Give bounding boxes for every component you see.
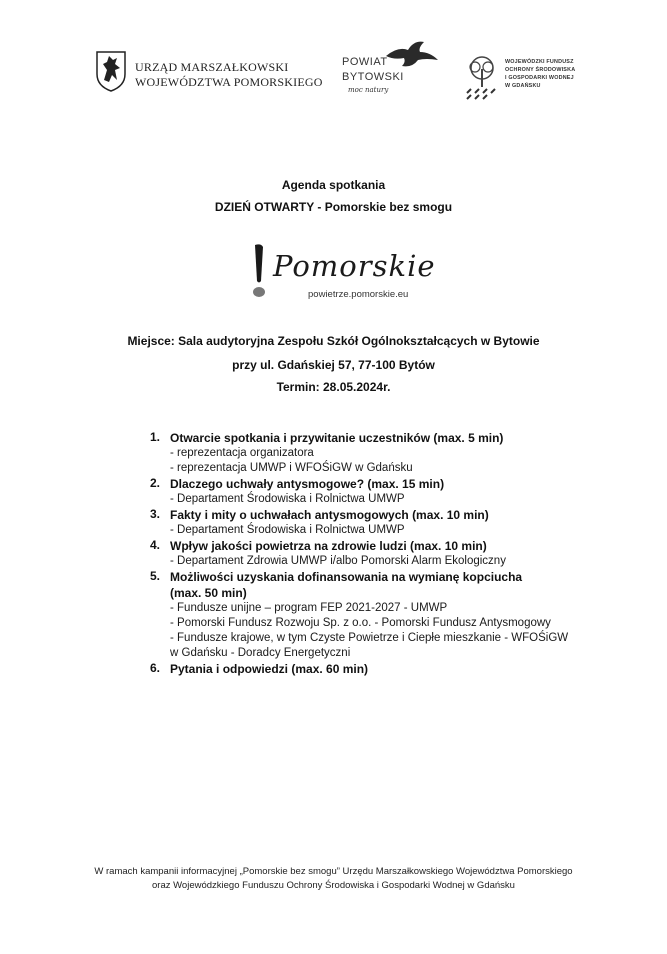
urzad-marszalkowski-logo [95, 50, 325, 100]
venue-place: Miejsce: Sala audytoryjna Zespołu Szkół Ogólnokształcących w Bytowie [127, 334, 540, 348]
agenda-item [150, 430, 630, 476]
agenda-item-number: 3. [150, 507, 161, 521]
agenda-item-title: Dlaczego uchwały antysmogowe? (max. 15 min) [170, 477, 445, 491]
agenda-item-detail: - reprezentacja UMWP i WFOŚiGW w Gdańsku [170, 462, 413, 474]
footer-line2: oraz Wojewódzkiego Funduszu Ochrony Środowiska i Gospodarki Wodnej w Gdańsku [152, 880, 515, 891]
logo2-line2: BYTOWSKI [342, 71, 404, 83]
logo3-line4: W GDAŃSKU [505, 83, 541, 89]
agenda-item-detail: - Departament Środowiska i Rolnictwa UMWP [170, 493, 405, 505]
footer-line1: W ramach kampanii informacyjnej „Pomorskie bez smogu” Urzędu Marszałkowskiego Województwa Pomorskiego [94, 866, 573, 877]
agenda-item [150, 538, 630, 569]
griffin-crest-icon [95, 50, 127, 92]
agenda-item-detail: w Gdańsku - Doradcy Energetyczni [170, 647, 351, 659]
venue-address: przy ul. Gdańskiej 57, 77-100 Bytów [232, 358, 435, 372]
logo2-line1: POWIAT [342, 56, 388, 68]
agenda-item-title: Otwarcie spotkania i przywitanie uczestników (max. 5 min) [170, 431, 504, 445]
agenda-item-number: 1. [150, 430, 161, 444]
agenda-item-number: 2. [150, 476, 161, 490]
agenda-item [150, 476, 630, 507]
agenda-item-title: Wpływ jakości powietrza na zdrowie ludzi (max. 10 min) [170, 539, 487, 553]
pomorskie-brand-logo [250, 243, 440, 307]
brand-url: powietrze.pomorskie.eu [308, 289, 409, 300]
powiat-bytowski-logo [334, 38, 444, 100]
meeting-date: Termin: 28.05.2024r. [276, 380, 391, 394]
agenda-item-detail: - Pomorski Fundusz Rozwoju Sp. z o.o. - Pomorski Fundusz Antysmogowy [170, 617, 551, 629]
wfosigw-logo [463, 55, 583, 105]
agenda-item-detail: - Fundusze unijne – program FEP 2021-2027 - UMWP [170, 602, 448, 614]
agenda-item-title: Możliwości uzyskania dofinansowania na wymianę kopciucha [170, 570, 523, 584]
logo3-line2: OCHRONY ŚRODOWISKA [505, 67, 576, 73]
agenda-list [150, 430, 630, 677]
logo3-line3: I GOSPODARKI WODNEJ [505, 75, 574, 81]
agenda-item-detail: - Fundusze krajowe, w tym Czyste Powietrze i Ciepłe mieszkanie - WFOŚiGW [170, 632, 569, 644]
page-title: Agenda spotkania [281, 178, 386, 192]
agenda-item-number: 6. [150, 661, 161, 675]
logo1-line2: WOJEWÓDZTWA POMORSKIEGO [135, 75, 323, 89]
agenda-item-detail: - reprezentacja organizatora [170, 447, 314, 459]
page-subtitle: DZIEŃ OTWARTY - Pomorskie bez smogu [214, 200, 453, 214]
logo2-tagline: moc natury [348, 86, 389, 94]
agenda-item-title-continued: (max. 50 min) [170, 586, 247, 600]
logo1-line1: URZĄD MARSZAŁKOWSKI [135, 60, 289, 74]
agenda-item [150, 507, 630, 538]
tree-icon [463, 55, 501, 101]
agenda-item-title: Fakty i mity o uchwałach antysmogowych (max. 10 min) [170, 508, 489, 522]
agenda-item-title: Pytania i odpowiedzi (max. 60 min) [170, 662, 369, 676]
agenda-item-number: 4. [150, 538, 161, 552]
agenda-item-number: 5. [150, 569, 161, 583]
brand-name: Pomorskie [273, 249, 436, 283]
agenda-item-detail: - Departament Zdrowia UMWP i/albo Pomorski Alarm Ekologiczny [170, 555, 506, 567]
agenda-item-detail: - Departament Środowiska i Rolnictwa UMWP [170, 524, 405, 536]
exclamation-icon [250, 243, 268, 299]
logo3-line1: WOJEWÓDZKI FUNDUSZ [505, 59, 574, 65]
agenda-item [150, 661, 630, 677]
eagle-icon [384, 38, 440, 70]
agenda-item [150, 569, 630, 661]
